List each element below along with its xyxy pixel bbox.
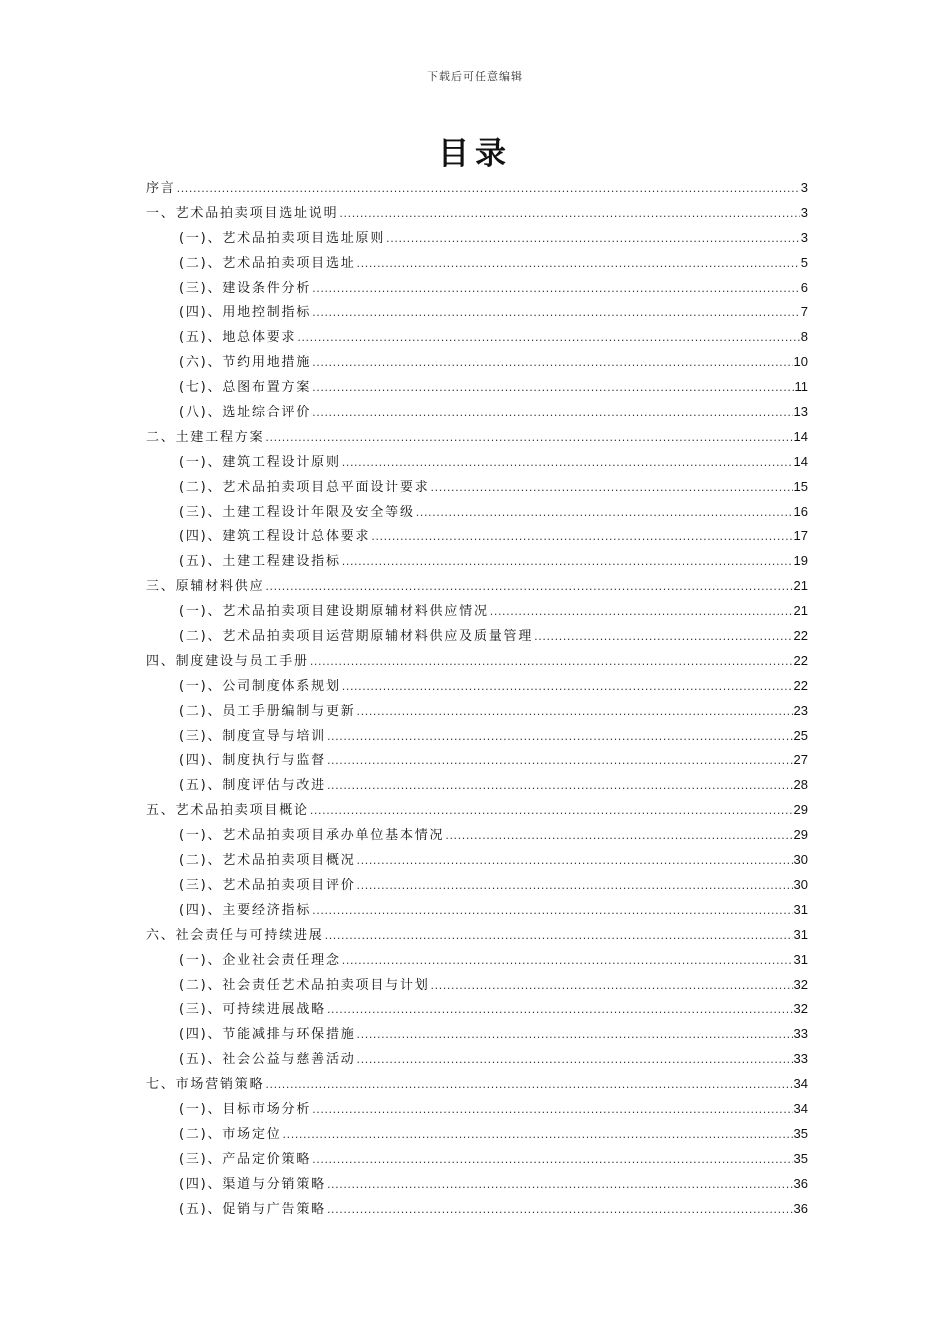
toc-section-entry[interactable] <box>146 1147 808 1172</box>
toc-entry-text: (三)、产品定价策略 <box>179 1151 312 1167</box>
toc-section-entry[interactable] <box>146 450 808 475</box>
toc-entry-text: (二)、艺术品拍卖项目选址 <box>179 255 356 271</box>
toc-dot-leader <box>342 949 793 974</box>
toc-page-number: 33 <box>793 1026 808 1042</box>
toc-dot-leader <box>357 874 793 899</box>
toc-entry-text: 一、艺术品拍卖项目选址说明 <box>146 205 339 221</box>
toc-dot-leader <box>310 650 793 675</box>
toc-section-entry[interactable] <box>146 624 808 649</box>
toc-page-number: 34 <box>793 1100 808 1116</box>
toc-page-number: 36 <box>793 1200 808 1216</box>
toc-chapter-entry[interactable] <box>146 649 808 674</box>
toc-section-entry[interactable] <box>146 1197 808 1222</box>
toc-dot-leader <box>339 202 799 227</box>
toc-section-entry[interactable] <box>146 1172 808 1197</box>
toc-section-entry[interactable] <box>146 699 808 724</box>
toc-page-number: 7 <box>800 304 808 320</box>
toc-dot-leader <box>327 725 793 750</box>
toc-entry-text: (二)、艺术品拍卖项目总平面设计要求 <box>179 479 430 495</box>
toc-section-entry[interactable] <box>146 948 808 973</box>
toc-page-number: 10 <box>793 354 808 370</box>
toc-page-number: 14 <box>793 428 808 444</box>
toc-section-entry[interactable] <box>146 674 808 699</box>
toc-page-number: 21 <box>793 578 808 594</box>
toc-section-entry[interactable] <box>146 500 808 525</box>
toc-dot-leader <box>327 1173 793 1198</box>
toc-page-number: 6 <box>800 279 808 295</box>
toc-section-entry[interactable] <box>146 1097 808 1122</box>
toc-dot-leader <box>327 1198 793 1223</box>
toc-chapter-entry[interactable] <box>146 176 808 201</box>
toc-page-number: 32 <box>793 976 808 992</box>
toc-page-number: 22 <box>793 652 808 668</box>
toc-chapter-entry[interactable] <box>146 1072 808 1097</box>
toc-entry-text: (五)、促销与广告策略 <box>179 1201 326 1217</box>
toc-page-number: 30 <box>793 852 808 868</box>
toc-page-number: 29 <box>793 827 808 843</box>
toc-dot-leader <box>342 675 793 700</box>
toc-page-number: 31 <box>793 901 808 917</box>
toc-page-number: 29 <box>793 802 808 818</box>
toc-page-number: 22 <box>793 677 808 693</box>
toc-section-entry[interactable] <box>146 873 808 898</box>
toc-entry-text: (二)、艺术品拍卖项目运营期原辅材料供应及质量管理 <box>179 629 534 645</box>
toc-entry-text: (四)、建筑工程设计总体要求 <box>179 529 371 545</box>
toc-page-number: 35 <box>793 1150 808 1166</box>
toc-entry-text: (五)、社会公益与慈善活动 <box>179 1052 356 1068</box>
toc-entry-text: (一)、企业社会责任理念 <box>179 952 341 968</box>
toc-dot-leader <box>297 326 799 351</box>
toc-entry-text: (一)、公司制度体系规划 <box>179 678 341 694</box>
toc-page-number: 13 <box>793 404 808 420</box>
toc-entry-text: 三、原辅材料供应 <box>146 579 265 595</box>
toc-dot-leader <box>310 799 793 824</box>
toc-page-number: 17 <box>793 528 808 544</box>
toc-entry-text: (三)、艺术品拍卖项目评价 <box>179 877 356 893</box>
toc-chapter-entry[interactable] <box>146 201 808 226</box>
toc-entry-text: (四)、渠道与分销策略 <box>179 1176 326 1192</box>
toc-dot-leader <box>534 625 792 650</box>
toc-chapter-entry[interactable] <box>146 425 808 450</box>
toc-page-number: 8 <box>800 329 808 345</box>
toc-entry-text: (五)、地总体要求 <box>179 330 297 346</box>
toc-section-entry[interactable] <box>146 997 808 1022</box>
toc-section-entry[interactable] <box>146 350 808 375</box>
toc-entry-text: (三)、建设条件分析 <box>179 280 312 296</box>
table-of-contents <box>146 176 808 1221</box>
toc-section-entry[interactable] <box>146 898 808 923</box>
toc-dot-leader <box>312 401 792 426</box>
toc-section-entry[interactable] <box>146 524 808 549</box>
toc-entry-text: (四)、制度执行与监督 <box>179 753 326 769</box>
toc-dot-leader <box>431 974 793 999</box>
toc-section-entry[interactable] <box>146 300 808 325</box>
toc-page-number: 3 <box>800 180 808 195</box>
toc-entry-text: (二)、社会责任艺术品拍卖项目与计划 <box>179 977 430 993</box>
toc-dot-leader <box>431 476 793 501</box>
toc-entry-text: (八)、选址综合评价 <box>179 405 312 421</box>
toc-page-number: 33 <box>793 1051 808 1067</box>
toc-dot-leader <box>312 351 792 376</box>
toc-page-number: 30 <box>793 876 808 892</box>
toc-entry-text: (六)、节约用地措施 <box>179 355 312 371</box>
toc-chapter-entry[interactable] <box>146 923 808 948</box>
toc-entry-text: (三)、可持续进展战略 <box>179 1002 326 1018</box>
toc-dot-leader <box>265 1073 792 1098</box>
toc-entry-text: (一)、艺术品拍卖项目建设期原辅材料供应情况 <box>179 604 489 620</box>
toc-page-number: 35 <box>793 1125 808 1141</box>
toc-dot-leader <box>357 700 793 725</box>
toc-page-number: 21 <box>793 603 808 619</box>
toc-entry-text: 五、艺术品拍卖项目概论 <box>146 803 309 819</box>
toc-entry-text: (一)、艺术品拍卖项目承办单位基本情况 <box>179 828 445 844</box>
toc-page-number: 23 <box>793 702 808 718</box>
toc-dot-leader <box>342 550 793 575</box>
toc-dot-leader <box>386 227 800 252</box>
toc-entry-text: (七)、总图布置方案 <box>179 380 312 396</box>
toc-dot-leader <box>490 600 793 625</box>
toc-page-number: 11 <box>794 379 808 395</box>
toc-entry-text: 四、制度建设与员工手册 <box>146 653 309 669</box>
toc-section-entry[interactable] <box>146 773 808 798</box>
toc-dot-leader <box>283 1123 793 1148</box>
toc-page-number: 3 <box>800 204 808 220</box>
toc-section-entry[interactable] <box>146 973 808 998</box>
toc-dot-leader <box>312 899 792 924</box>
toc-page-number: 25 <box>793 727 808 743</box>
toc-entry-text: 二、土建工程方案 <box>146 429 265 445</box>
toc-section-entry[interactable] <box>146 549 808 574</box>
toc-page-number: 3 <box>800 229 808 245</box>
toc-section-entry[interactable] <box>146 226 808 251</box>
toc-section-entry[interactable] <box>146 823 808 848</box>
toc-entry-text: 六、社会责任与可持续进展 <box>146 927 324 943</box>
toc-section-entry[interactable] <box>146 748 808 773</box>
toc-page-number: 28 <box>793 777 808 793</box>
toc-page-number: 34 <box>793 1076 808 1092</box>
toc-page-number: 5 <box>800 254 808 270</box>
toc-dot-leader <box>342 451 793 476</box>
toc-dot-leader <box>371 525 792 550</box>
toc-chapter-entry[interactable] <box>146 574 808 599</box>
toc-dot-leader <box>312 376 793 401</box>
toc-dot-leader <box>357 849 793 874</box>
toc-section-entry[interactable] <box>146 1022 808 1047</box>
page-title: 目录 <box>438 136 512 172</box>
toc-dot-leader <box>357 252 800 277</box>
toc-section-entry[interactable] <box>146 375 808 400</box>
toc-entry-text: (二)、员工手册编制与更新 <box>179 703 356 719</box>
toc-dot-leader <box>265 426 792 451</box>
toc-section-entry[interactable] <box>146 1047 808 1072</box>
toc-chapter-entry[interactable] <box>146 798 808 823</box>
toc-section-entry[interactable] <box>146 475 808 500</box>
toc-page-number: 31 <box>793 926 808 942</box>
toc-entry-text: (四)、主要经济指标 <box>179 902 312 918</box>
toc-entry-text: (二)、市场定位 <box>179 1126 282 1142</box>
toc-page-number: 31 <box>793 951 808 967</box>
toc-entry-text: (五)、制度评估与改进 <box>179 778 326 794</box>
toc-dot-leader <box>327 998 793 1023</box>
toc-section-entry[interactable] <box>146 848 808 873</box>
toc-entry-text: (一)、目标市场分析 <box>179 1101 312 1117</box>
toc-entry-text: (三)、土建工程设计年限及安全等级 <box>179 504 415 520</box>
toc-entry-text: (一)、艺术品拍卖项目选址原则 <box>179 230 386 246</box>
toc-dot-leader <box>357 1048 793 1073</box>
toc-entry-text: (五)、土建工程建设指标 <box>179 554 341 570</box>
toc-entry-text: 七、市场营销策略 <box>146 1077 265 1093</box>
toc-entry-text: (四)、节能减排与环保措施 <box>179 1027 356 1043</box>
toc-page-number: 36 <box>793 1175 808 1191</box>
toc-page-number: 16 <box>793 503 808 519</box>
toc-page-number: 19 <box>793 553 808 569</box>
toc-dot-leader <box>445 824 792 849</box>
toc-dot-leader <box>265 575 792 600</box>
toc-page-number: 22 <box>793 628 808 644</box>
toc-dot-leader <box>312 277 800 302</box>
toc-entry-text: 序言 <box>146 181 176 196</box>
toc-dot-leader <box>325 924 793 949</box>
toc-page-number: 14 <box>793 453 808 469</box>
toc-section-entry[interactable] <box>146 276 808 301</box>
header-note: 下载后可任意编辑 <box>427 70 523 83</box>
toc-section-entry[interactable] <box>146 400 808 425</box>
toc-page-number: 32 <box>793 1001 808 1017</box>
toc-dot-leader <box>312 1148 792 1173</box>
toc-section-entry[interactable] <box>146 724 808 749</box>
toc-page-number: 15 <box>793 478 808 494</box>
toc-dot-leader <box>416 501 793 526</box>
toc-entry-text: (二)、艺术品拍卖项目概况 <box>179 853 356 869</box>
toc-section-entry[interactable] <box>146 599 808 624</box>
toc-entry-text: (四)、用地控制指标 <box>179 305 312 321</box>
toc-dot-leader <box>327 774 793 799</box>
toc-section-entry[interactable] <box>146 325 808 350</box>
toc-entry-text: (一)、建筑工程设计原则 <box>179 454 341 470</box>
toc-dot-leader <box>177 177 800 202</box>
toc-dot-leader <box>327 749 793 774</box>
toc-section-entry[interactable] <box>146 251 808 276</box>
toc-section-entry[interactable] <box>146 1122 808 1147</box>
toc-page-number: 27 <box>793 752 808 768</box>
toc-dot-leader <box>357 1023 793 1048</box>
toc-entry-text: (三)、制度宣导与培训 <box>179 728 326 744</box>
toc-dot-leader <box>312 301 800 326</box>
toc-dot-leader <box>312 1098 792 1123</box>
